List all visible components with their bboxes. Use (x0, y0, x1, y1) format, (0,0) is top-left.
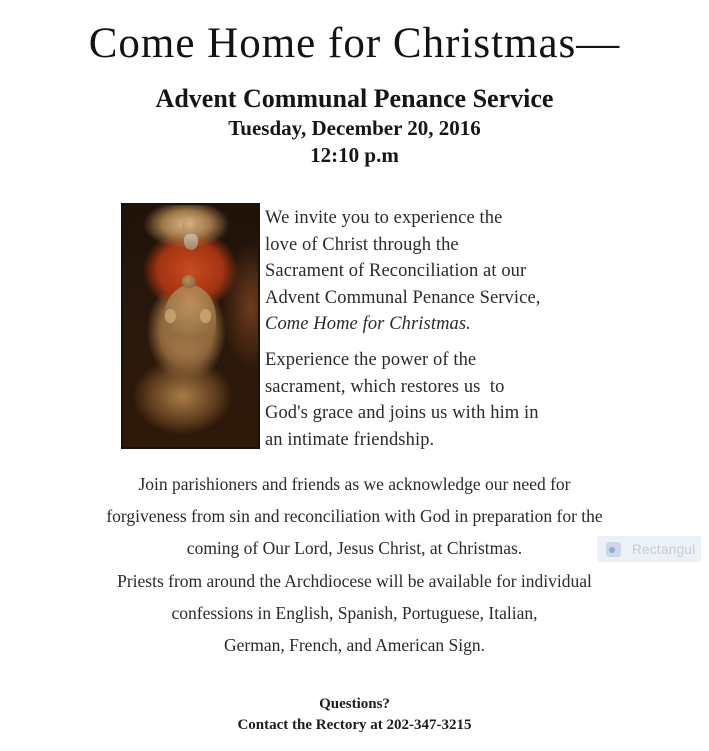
text-line: Priests from around the Archdiocese will be available for individual (117, 570, 592, 591)
text-line: Advent Communal Penance Service, (265, 287, 541, 308)
main-paragraph-block (0, 468, 709, 661)
text-line: love of Christ through the (265, 234, 459, 255)
prodigal-son-painting (121, 203, 260, 449)
rectangle-tool-icon (606, 542, 621, 557)
painting-father-beard (184, 234, 198, 250)
event-time: 12:10 p.m (310, 143, 399, 167)
text-line: Sacrament of Reconciliation at our (265, 261, 527, 282)
rectangle-tool-button[interactable] (597, 536, 701, 562)
intro-text-column (265, 205, 605, 453)
text-line: forgiveness from sin and reconciliation with God in preparation for the (106, 506, 603, 527)
footer-rectory-phone: Contact the Rectory at 202-347-3215 (237, 717, 472, 733)
subtitle: Advent Communal Penance Service (155, 84, 554, 113)
intro-paragraph-2 (265, 347, 605, 453)
text-line: Experience the power of the (265, 349, 477, 370)
text-line: God's grace and joins us with him in (265, 403, 539, 424)
text-line: Join parishioners and friends as we acknowledge our need for (138, 474, 571, 494)
page-title: Come Home for Christmas— (88, 20, 621, 67)
text-line: We invite you to experience the (265, 208, 503, 228)
text-line: sacrament, which restores us to (265, 376, 505, 397)
text-line: coming of Our Lord, Jesus Christ, at Christmas. (186, 538, 523, 559)
text-line: an intimate friendship. (265, 429, 435, 450)
text-line-italic: Come Home for Christmas. (265, 314, 471, 335)
text-line: German, French, and American Sign. (224, 635, 485, 656)
footer-contact (0, 694, 709, 736)
footer-questions: Questions? (319, 696, 390, 712)
intro-paragraph-1 (265, 205, 605, 338)
text-line: confessions in English, Spanish, Portuguese, Italian, (171, 602, 538, 623)
painting-father-right-hand (200, 309, 211, 323)
painting-father-left-hand (165, 309, 176, 323)
rectangle-tool-label: Rectangul (632, 541, 696, 557)
event-date: Tuesday, December 20, 2016 (228, 116, 481, 140)
